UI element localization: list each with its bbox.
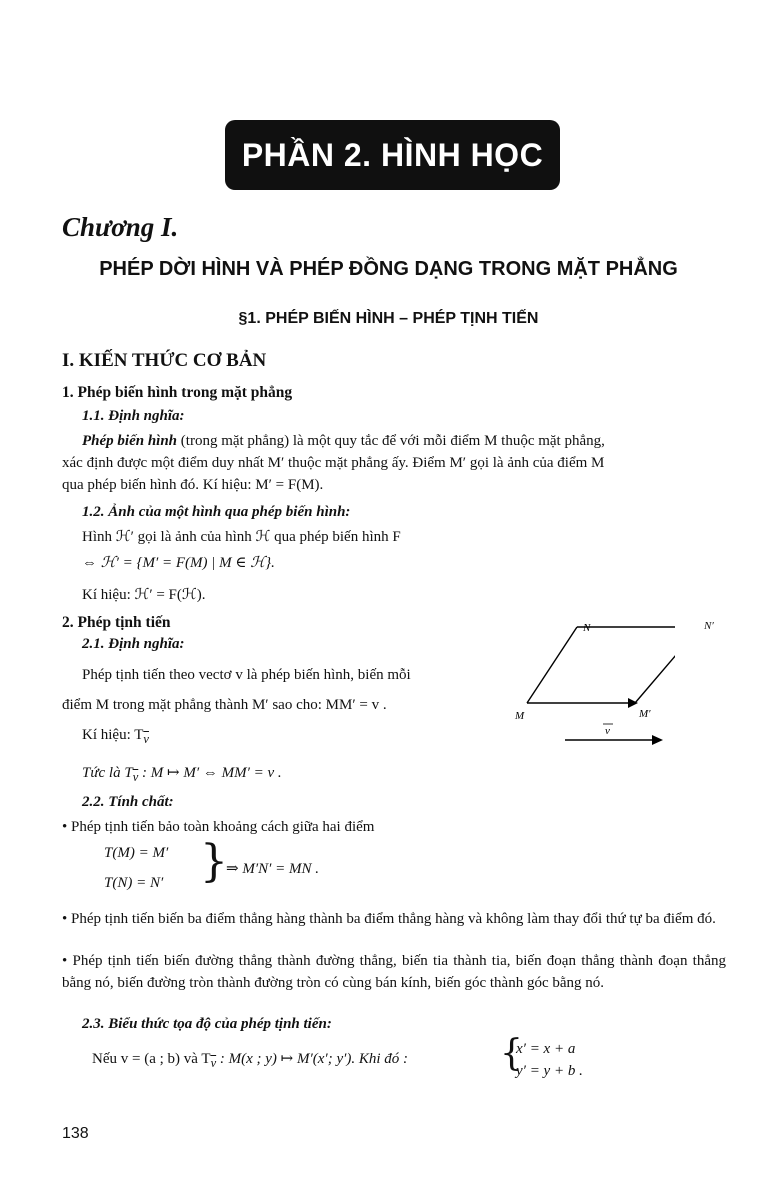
s1-definition-title: 1.1. Định nghĩa: <box>82 408 185 424</box>
thus-rest: : M ↦ M′ ⇔ MM′ = v . <box>138 765 282 781</box>
s2-property-1-result: ⇒ M′N′ = MN . <box>226 861 320 877</box>
def-line-1-text: (trong mặt phẳng) là một quy tắc để với mỗi điểm M thuộc mặt phẳng, <box>177 433 605 449</box>
arrowhead-v <box>652 735 663 745</box>
s2-coordinates-eq-1: x′ = x + a <box>516 1041 576 1057</box>
s1-definition-line-3: qua phép biến hình đó. Kí hiệu: M′ = F(M). <box>62 477 324 493</box>
label-m: M <box>515 710 525 722</box>
coord-sub: v <box>210 1056 217 1070</box>
s2-property-1-eq-1: T(M) = M′ <box>104 845 169 861</box>
arrowhead-mm-prime <box>628 698 638 708</box>
s2-property-1-eq-2: T(N) = N′ <box>104 875 164 891</box>
s2-coordinates-eq-2: y′ = y + b . <box>516 1063 583 1079</box>
label-m-prime: M′ <box>639 708 651 720</box>
s1-image-line-3: Kí hiệu: ℋ′ = F(ℋ). <box>82 587 206 603</box>
s2-coordinates-title: 2.3. Biểu thức tọa độ của phép tịnh tiến: <box>82 1016 332 1032</box>
s2-definition-line-2: điểm M trong mặt phẳng thành M′ sao cho: MM′ = v . <box>62 697 387 713</box>
translation-figure <box>505 615 675 750</box>
thus-prefix: Tức là T <box>82 765 133 781</box>
s2-property-2: • Phép tịnh tiến biến ba điểm thẳng hàng thành ba điểm thẳng hàng và không làm thay đổi thứ tự ba điểm đó. <box>62 911 716 927</box>
s2-title: 2. Phép tịnh tiến <box>62 614 171 631</box>
segment-mn <box>527 627 577 703</box>
coord-prefix: Nếu v = (a ; b) và T <box>92 1051 211 1067</box>
notation-text: Kí hiệu: T <box>82 727 144 743</box>
s1-definition-line-2: xác định được một điểm duy nhất M′ thuộc mặt phẳng ấy. Điểm M′ gọi là ảnh của điểm M <box>62 455 605 471</box>
s1-definition-line-1 <box>82 430 722 452</box>
label-v: v <box>605 725 610 737</box>
thus-sub: v <box>132 770 139 784</box>
s2-definition-line-1: Phép tịnh tiến theo vectơ v là phép biến hình, biến mỗi <box>82 667 411 683</box>
property-1-right-brace: } <box>200 836 228 887</box>
label-n-prime: N′ <box>704 620 714 632</box>
s2-thus <box>82 762 282 788</box>
coord-rest: : M(x ; y) ↦ M′(x′; y′). Khi đó : <box>216 1051 409 1067</box>
s2-definition-title: 2.1. Định nghĩa: <box>82 636 185 652</box>
chapter-title: PHÉP DỜI HÌNH VÀ PHÉP ĐỒNG DẠNG TRONG MẶT PHẲNG <box>99 258 678 280</box>
chapter-label: Chương I. <box>62 212 179 242</box>
s1-image-line-2: ⇔ ℋ′ = {M′ = F(M) | M ∈ ℋ}. <box>82 555 275 571</box>
s1-title: 1. Phép biến hình trong mặt phẳng <box>62 384 293 401</box>
s1-image-line-1: Hình ℋ′ gọi là ảnh của hình ℋ qua phép biến hình F <box>82 529 401 545</box>
notation-sub: v <box>143 732 149 746</box>
s2-notation <box>82 724 149 750</box>
s2-coordinates-line <box>92 1048 408 1074</box>
s2-property-3: • Phép tịnh tiến biến đường thẳng thành đường thẳng, biến tia thành tia, biến đoạn thẳng thành đoạn thẳng bằng nó, biến đường tròn thành đường tròn có cùng bán kính, biến góc thành góc bằng nó. <box>62 953 726 991</box>
s1-image-title: 1.2. Ảnh của một hình qua phép biến hình: <box>82 504 351 520</box>
part-title: PHẦN 2. HÌNH HỌC <box>241 136 544 173</box>
page-number: 138 <box>62 1125 89 1142</box>
segment-m-prime-n-prime <box>635 627 675 703</box>
label-n: N <box>583 622 591 634</box>
def-term: Phép biến hình <box>82 433 178 449</box>
s2-property-1: • Phép tịnh tiến bảo toàn khoảng cách giữa hai điểm <box>62 819 375 835</box>
heading-basic-knowledge: I. KIẾN THỨC CƠ BẢN <box>62 350 267 371</box>
part-title-banner <box>225 120 560 190</box>
s2-properties-title: 2.2. Tính chất: <box>82 794 174 810</box>
coordinates-left-brace: { <box>500 1033 523 1074</box>
section-title: §1. PHÉP BIẾN HÌNH – PHÉP TỊNH TIẾN <box>238 310 539 327</box>
